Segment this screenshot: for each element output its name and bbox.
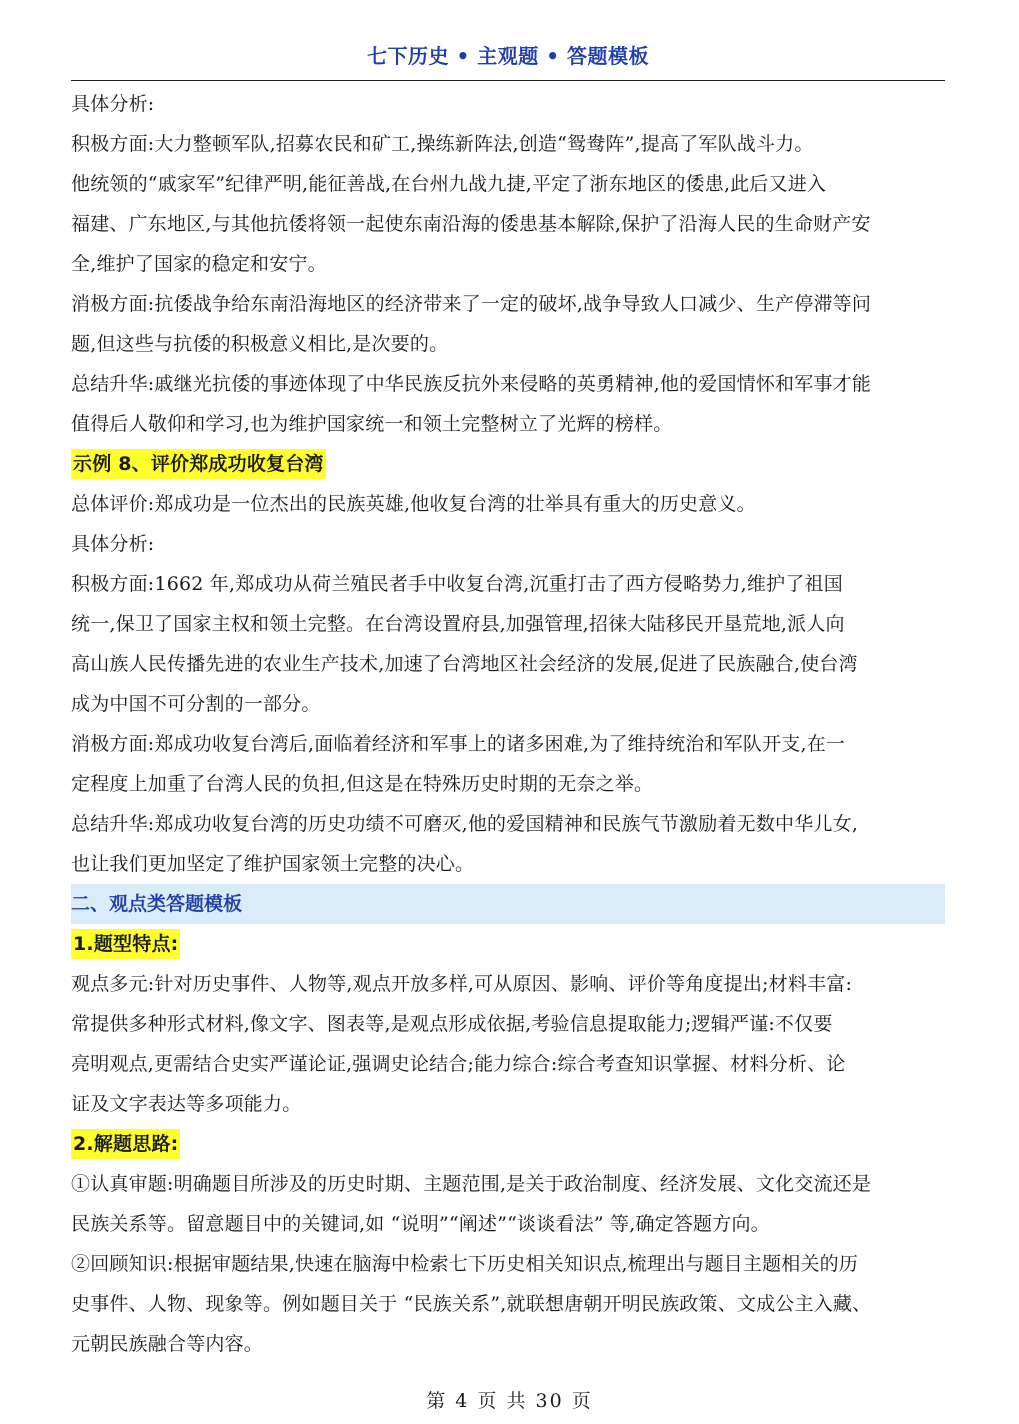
text-line: 他统领的“戚家军”纪律严明,能征善战,在台州九战九捷,平定了浙东地区的倭患,此后又进入 <box>71 173 827 195</box>
text-line: 积极方面:1662 年,郑成功从荷兰殖民者手中收复台湾,沉重打击了西方侵略势力,维护了祖国 <box>71 573 843 595</box>
text-line: 元朝民族融合等内容。 <box>71 1333 264 1355</box>
text-line: 统一,保卫了国家主权和领土完整。在台湾设置府县,加强管理,招徕大陆移民开垦荒地,派人向 <box>71 613 845 635</box>
document-body <box>71 84 945 1364</box>
solving-approach-heading: 2.解题思路: <box>71 1129 180 1159</box>
example-heading <box>71 444 945 484</box>
text-line: 高山族人民传播先进的农业生产技术,加速了台湾地区社会经济的发展,促进了民族融合,使台湾 <box>71 653 858 675</box>
text-line: ②回顾知识:根据审题结果,快速在脑海中检索七下历史相关知识点,梳理出与题目主题相关的历 <box>71 1253 859 1275</box>
subsection-heading <box>71 1124 945 1164</box>
page-number: 第 4 页 共 30 页 <box>426 1390 593 1412</box>
text-line: 题,但这些与抗倭的积极意义相比,是次要的。 <box>71 333 449 355</box>
text-line: 观点多元:针对历史事件、人物等,观点开放多样,可从原因、影响、评价等角度提出;材料丰富: <box>71 973 853 995</box>
text-line: 值得后人敬仰和学习,也为维护国家统一和领土完整树立了光辉的榜样。 <box>71 413 673 435</box>
text-line: 证及文字表达等多项能力。 <box>71 1093 302 1115</box>
text-line: ①认真审题:明确题目所涉及的历史时期、主题范围,是关于政治制度、经济发展、文化交流还是 <box>71 1173 872 1195</box>
text-line: 全,维护了国家的稳定和安宁。 <box>71 253 327 275</box>
text-line: 常提供多种形式材料,像文字、图表等,是观点形成依据,考验信息提取能力;逻辑严谨:不仅要 <box>71 1013 833 1035</box>
text-line: 史事件、人物、现象等。例如题目关于 “民族关系”,就联想唐朝开明民族政策、文成公主入藏、 <box>71 1293 872 1315</box>
text-line: 定程度上加重了台湾人民的负担,但这是在特殊历史时期的无奈之举。 <box>71 773 654 795</box>
text-line: 具体分析: <box>71 533 155 555</box>
question-features-heading: 1.题型特点: <box>71 929 180 959</box>
text-line: 民族关系等。留意题目中的关键词,如 “说明”“阐述”“谈谈看法” 等,确定答题方向。 <box>71 1213 770 1235</box>
text-line: 成为中国不可分割的一部分。 <box>71 693 321 715</box>
text-line: 总结升华:郑成功收复台湾的历史功绩不可磨灭,他的爱国精神和民族气节激励着无数中华儿女, <box>71 813 859 835</box>
text-line: 总结升华:戚继光抗倭的事迹体现了中华民族反抗外来侵略的英勇精神,他的爱国情怀和军事才能 <box>71 373 872 395</box>
text-line: 福建、广东地区,与其他抗倭将领一起使东南沿海的倭患基本解除,保护了沿海人民的生命财产安 <box>71 213 871 235</box>
text-line: 具体分析: <box>71 93 155 115</box>
section-2-title: 二、观点类答题模板 <box>71 884 945 924</box>
subsection-heading <box>71 924 945 964</box>
example-8-heading: 示例 8、评价郑成功收复台湾 <box>71 449 326 479</box>
text-line: 也让我们更加坚定了维护国家领土完整的决心。 <box>71 853 475 875</box>
text-line: 消极方面:郑成功收复台湾后,面临着经济和军事上的诸多困难,为了维持统治和军队开支,在一 <box>71 733 846 755</box>
header-title: 七下历史 • 主观题 • 答题模板 <box>367 44 649 68</box>
text-line: 积极方面:大力整顿军队,招募农民和矿工,操练新阵法,创造“鸳鸯阵”,提高了军队战斗力。 <box>71 133 814 155</box>
text-line: 消极方面:抗倭战争给东南沿海地区的经济带来了一定的破坏,战争导致人口减少、生产停滞等问 <box>71 293 872 315</box>
text-line: 总体评价:郑成功是一位杰出的民族英雄,他收复台湾的壮举具有重大的历史意义。 <box>71 493 756 515</box>
page-header <box>71 36 945 81</box>
text-line: 亮明观点,更需结合史实严谨论证,强调史论结合;能力综合:综合考查知识掌握、材料分析、论 <box>71 1053 846 1075</box>
